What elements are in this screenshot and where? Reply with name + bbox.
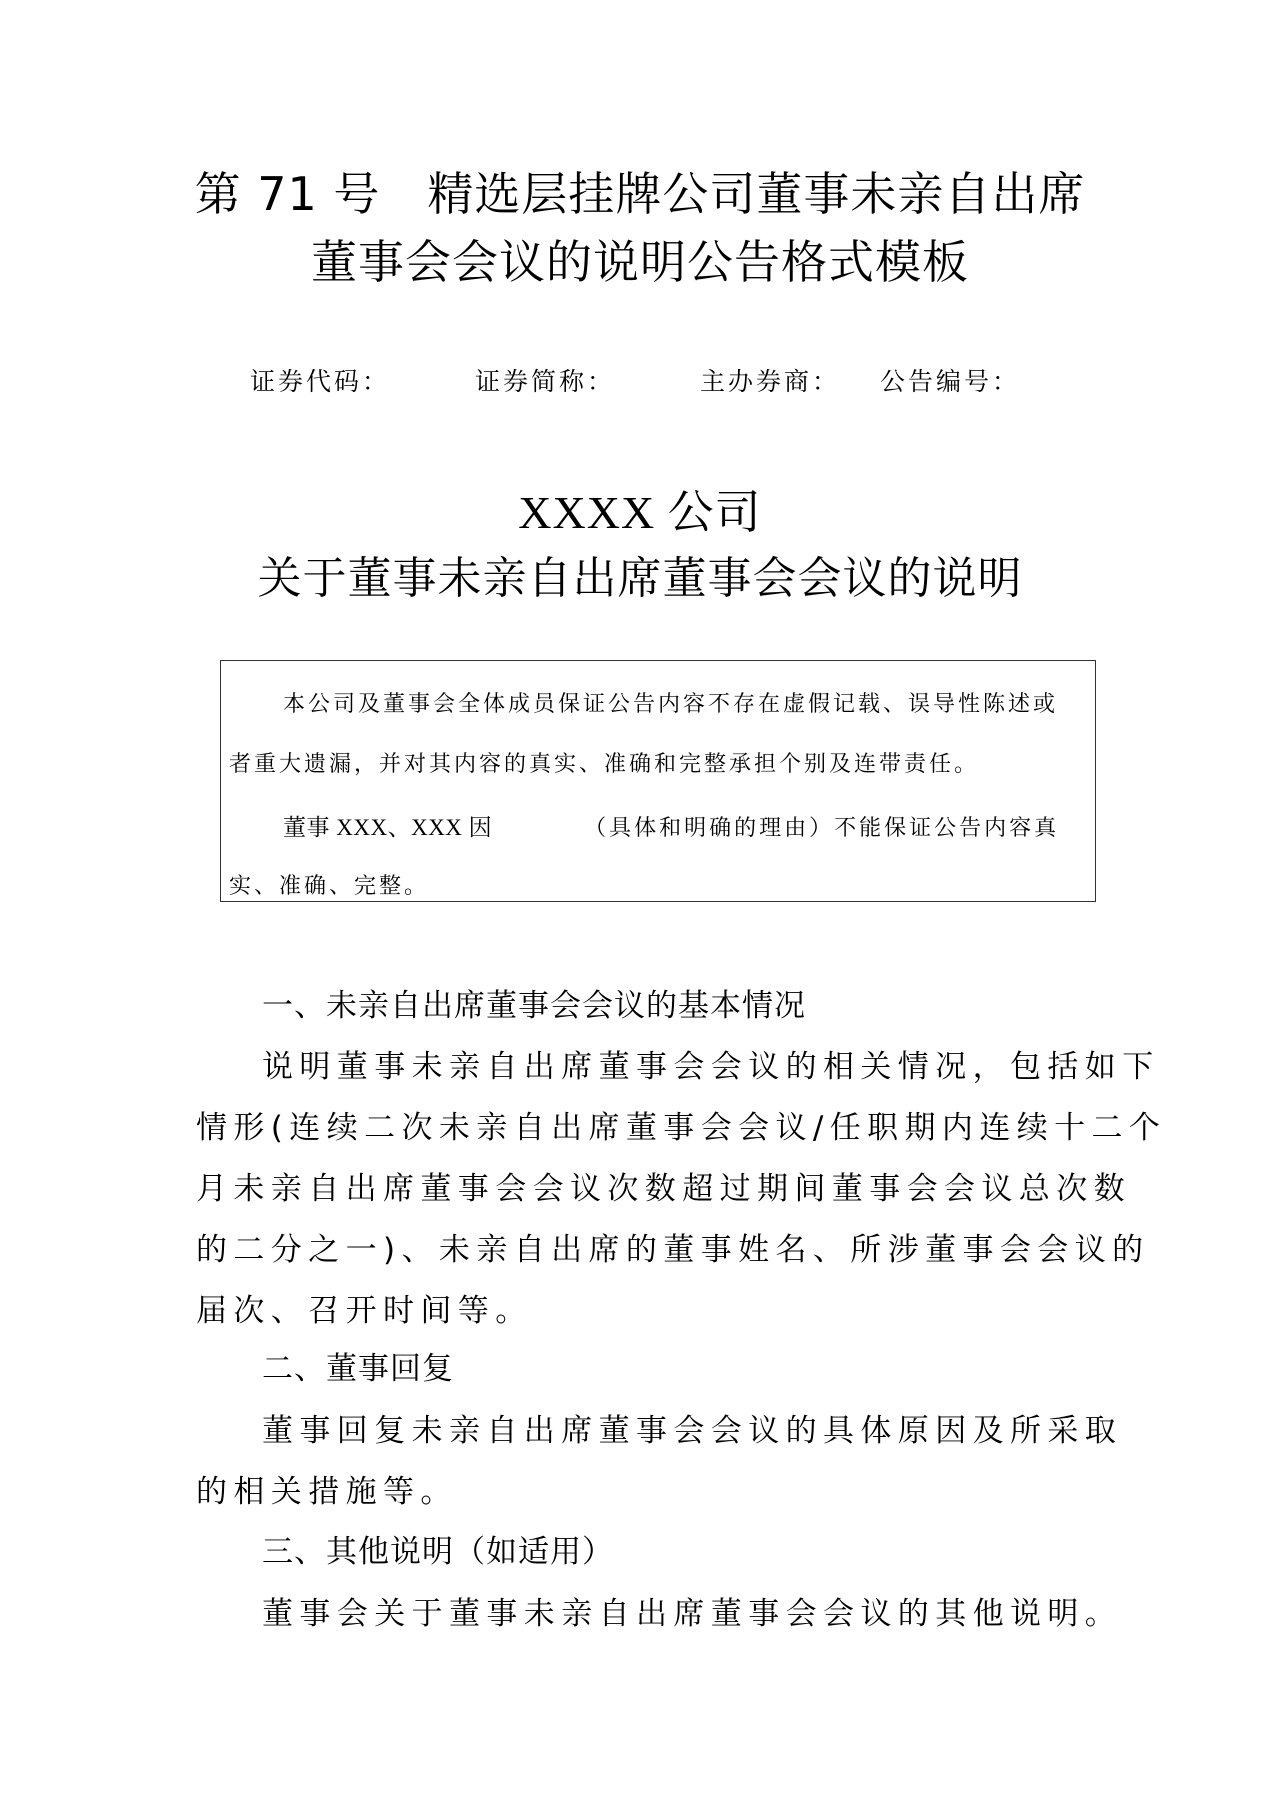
statement-line-3	[283, 809, 1059, 842]
announcement-meta-row	[250, 362, 1030, 402]
section-1-line-3: 月未亲自出席董事会会议次数超过期间董事会会议总次数	[196, 1171, 1131, 1207]
section-3-line-1: 董事会关于董事未亲自出席董事会会议的其他说明。	[262, 1596, 1123, 1632]
notice-title	[0, 480, 1280, 612]
statement-line-2: 者重大遗漏，并对其内容的真实、准确和完整承担个别及连带责任。	[229, 752, 980, 777]
statement-line-3-suffix: （具体和明确的理由）不能保证公告内容真	[584, 816, 1060, 841]
document-title-line-2: 董事会会议的说明公告格式模板	[311, 235, 969, 289]
security-code-label: 证券代码：	[250, 367, 391, 396]
document-title-line-1: 第 71 号 精选层挂牌公司董事未亲自出席	[194, 167, 1086, 221]
announcement-number-label: 公告编号：	[880, 367, 1021, 396]
section-heading-3: 三、其他说明（如适用）	[262, 1534, 614, 1570]
statement-line-3-prefix: 董事 XXX、XXX 因	[283, 815, 493, 840]
section-heading-2: 二、董事回复	[262, 1351, 454, 1387]
sponsor-broker-label: 主办券商：	[700, 367, 841, 396]
statement-line-4: 实、准确、完整。	[229, 874, 430, 899]
document-title	[0, 160, 1280, 296]
statement-line-1: 本公司及董事会全体成员保证公告内容不存在虚假记载、误导性陈述或	[283, 692, 1059, 717]
notice-subject: 关于董事未亲自出席董事会会议的说明	[257, 553, 1023, 604]
section-2-line-2: 的相关措施等。	[196, 1474, 458, 1510]
security-abbr-label: 证券简称：	[475, 367, 616, 396]
statement-box	[220, 660, 1096, 902]
section-1-line-5: 届次、召开时间等。	[196, 1293, 533, 1329]
section-2-line-1: 董事回复未亲自出席董事会会议的具体原因及所采取	[262, 1413, 1123, 1449]
company-name: XXXX 公司	[518, 487, 762, 538]
section-1-line-1: 说明董事未亲自出席董事会会议的相关情况，包括如下	[262, 1049, 1160, 1085]
section-1-line-2: 情形(连续二次未亲自出席董事会会议/任职期内连续十二个	[196, 1110, 1167, 1146]
section-heading-1: 一、未亲自出席董事会会议的基本情况	[262, 988, 806, 1024]
section-1-line-4: 的二分之一)、未亲自出席的董事姓名、所涉董事会会议的	[196, 1232, 1150, 1268]
